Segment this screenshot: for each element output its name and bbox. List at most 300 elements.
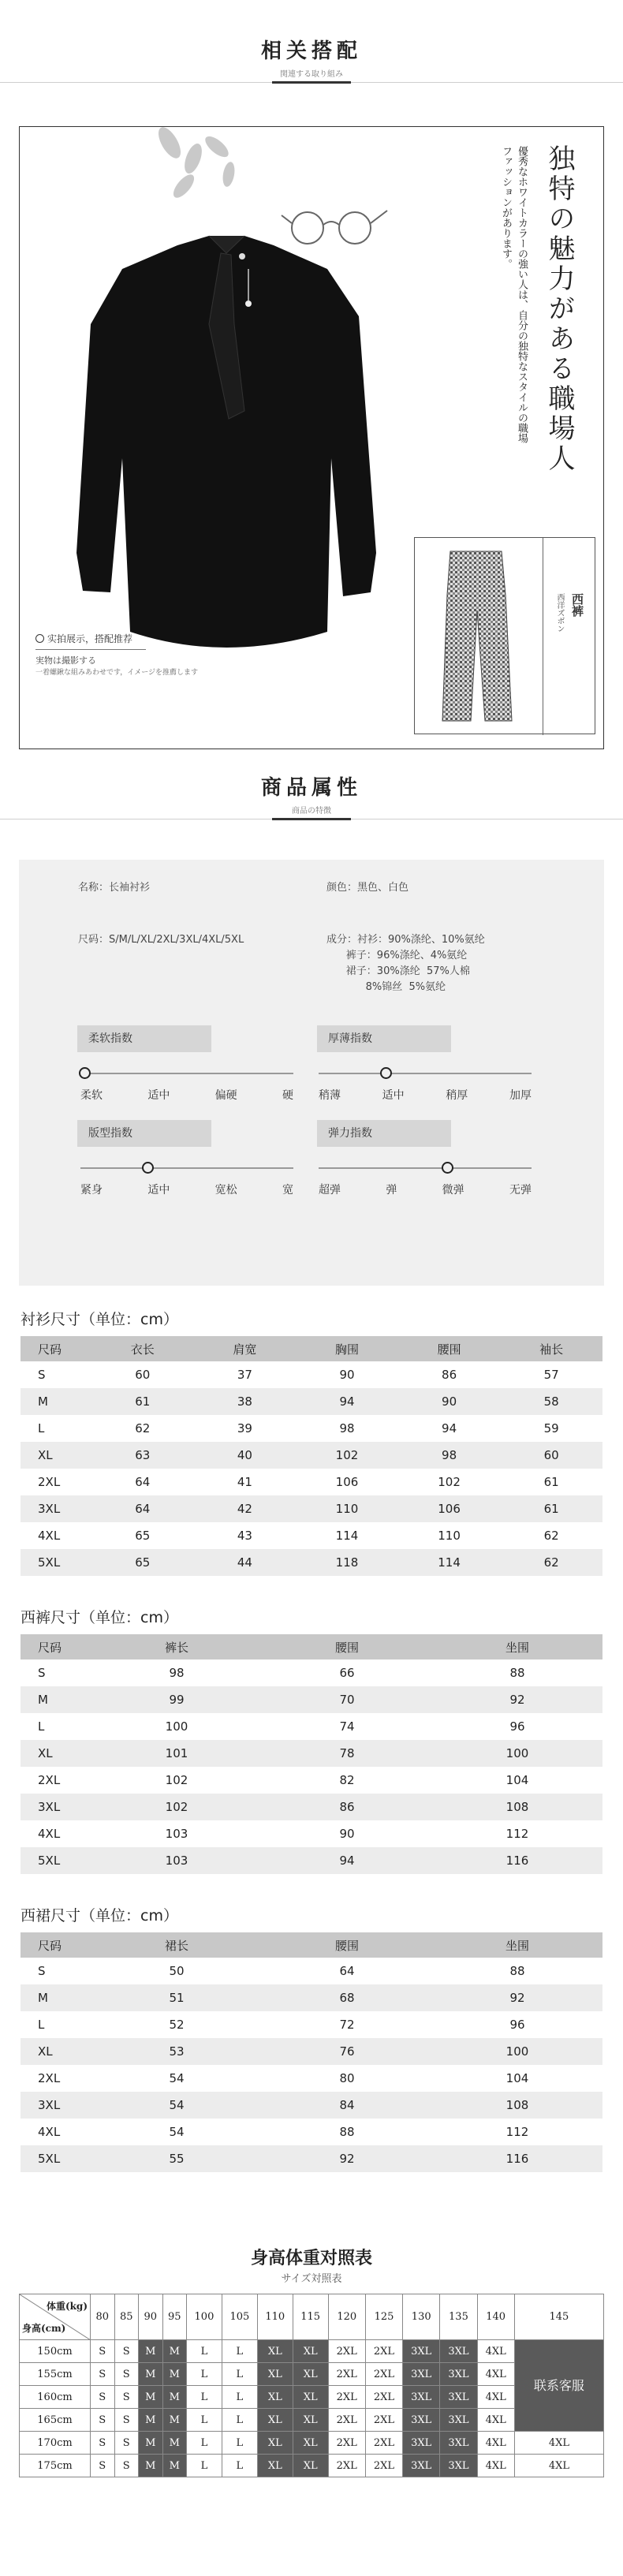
attr-size: 尺码：S/M/L/XL/2XL/3XL/4XL/5XL (78, 934, 244, 946)
height-weight-table (19, 2294, 604, 2477)
size-cell: M (162, 2409, 187, 2432)
size-cell: L (187, 2340, 222, 2363)
table-cell: 62 (500, 1549, 602, 1576)
height-axis-label: 身高(cm) (22, 2323, 66, 2334)
size-cell: 3XL (440, 2409, 477, 2432)
size-cell: 3XL (440, 2455, 477, 2477)
table-row (21, 1847, 602, 1874)
size-cell: M (139, 2432, 163, 2455)
table-cell: 62 (543, 1529, 559, 1543)
table-cell: 74 (339, 1719, 355, 1734)
size-cell: 2XL (365, 2340, 402, 2363)
size-cell: 3XL (403, 2409, 440, 2432)
attr-color: 颜色：黑色、白色 (326, 882, 409, 894)
pants-size-table (21, 1634, 602, 1874)
table-cell: 39 (237, 1421, 252, 1435)
table-cell: XL (21, 2038, 91, 2065)
weight-header-cell: 125 (365, 2294, 402, 2340)
table-cell: 98 (339, 1421, 355, 1435)
table-cell: 54 (91, 2092, 262, 2119)
black-blouse-image (59, 222, 382, 663)
height-cell: 160cm (20, 2386, 91, 2409)
table-row (21, 2065, 602, 2092)
hw-header-row (20, 2294, 604, 2340)
table-cell: 92 (432, 1984, 602, 2011)
table-cell: 76 (262, 2038, 432, 2065)
column-header: 衣长 (91, 1336, 194, 1361)
table-cell: 62 (135, 1421, 151, 1435)
size-cell: XL (257, 2363, 293, 2386)
size-cell: L (222, 2455, 257, 2477)
weight-header-cell: 115 (293, 2294, 328, 2340)
table-cell: 102 (438, 1475, 461, 1489)
height-cell: 150cm (20, 2340, 91, 2363)
size-cell: L (222, 2363, 257, 2386)
size-cell: XL (293, 2409, 328, 2432)
table-cell: 55 (91, 2145, 262, 2172)
table-cell: 64 (91, 1495, 194, 1522)
table-cell: 63 (91, 1442, 194, 1469)
table-cell: 5XL (21, 1847, 91, 1874)
table-cell: 44 (194, 1549, 297, 1576)
table-cell: L (38, 1421, 45, 1435)
hw-row (20, 2432, 604, 2455)
height-cell: 170cm (20, 2432, 91, 2455)
weight-header-cell: 120 (328, 2294, 365, 2340)
table-row (21, 1740, 602, 1767)
size-cell: S (91, 2409, 115, 2432)
table-cell: 103 (91, 1847, 262, 1874)
size-cell: 2XL (328, 2455, 365, 2477)
plaid-pants-image (427, 547, 521, 725)
table-row (21, 1522, 602, 1549)
table-cell: 80 (339, 2071, 355, 2085)
pants-label: 西裤 (570, 593, 584, 617)
table-cell: 38 (194, 1388, 297, 1415)
table-cell: 64 (135, 1475, 151, 1489)
table-cell: 98 (169, 1666, 185, 1680)
size-cell: 2XL (328, 2432, 365, 2455)
table-cell: 108 (432, 2092, 602, 2119)
table-cell: 90 (339, 1368, 355, 1382)
table-cell: 43 (237, 1529, 252, 1543)
column-header: 尺码 (21, 1932, 91, 1958)
shirt-table-title: 衬衫尺寸（单位：cm） (21, 1311, 178, 1328)
table-cell: 5XL (21, 2145, 91, 2172)
table-cell: 112 (505, 1827, 529, 1841)
weight-header-cell: 105 (222, 2294, 257, 2340)
pants-table-title: 西裤尺寸（单位：cm） (21, 1609, 178, 1626)
column-header: 尺码 (21, 1634, 91, 1659)
size-cell: XL (257, 2432, 293, 2455)
size-cell: 2XL (328, 2340, 365, 2363)
size-cell: 2XL (365, 2386, 402, 2409)
size-cell: S (91, 2363, 115, 2386)
table-row (21, 1659, 602, 1686)
table-cell: 40 (194, 1442, 297, 1469)
table-cell: 104 (505, 1773, 529, 1787)
plant-decoration (138, 127, 256, 214)
size-cell: XL (293, 2340, 328, 2363)
weight-header-cell: 140 (477, 2294, 514, 2340)
size-cell: M (139, 2386, 163, 2409)
hw-chart-subtitle: サイズ対照表 (281, 2273, 342, 2285)
shirt-size-table (21, 1336, 602, 1576)
table-cell: 2XL (38, 2071, 61, 2085)
size-cell: L (222, 2340, 257, 2363)
size-cell: M (162, 2455, 187, 2477)
table-cell: 90 (398, 1388, 501, 1415)
table-cell: 82 (339, 1773, 355, 1787)
table-cell: 96 (509, 2018, 525, 2032)
weight-header-cell: 95 (162, 2294, 187, 2340)
column-header: 裙长 (91, 1932, 262, 1958)
table-row (21, 2038, 602, 2065)
table-cell: 54 (169, 2071, 185, 2085)
table-cell: 52 (169, 2018, 185, 2032)
size-cell: 3XL (403, 2363, 440, 2386)
size-cell: XL (257, 2386, 293, 2409)
attributes-subtitle: 商品の特徴 (292, 807, 331, 816)
table-cell: S (38, 1368, 46, 1382)
index-elasticity-label: 弹力指数 (317, 1120, 451, 1147)
table-cell: 72 (339, 2018, 355, 2032)
table-cell: 51 (91, 1984, 262, 2011)
table-cell: 59 (543, 1421, 559, 1435)
table-cell: 106 (335, 1475, 359, 1489)
table-cell: 3XL (21, 2092, 91, 2119)
height-cell: 155cm (20, 2363, 91, 2386)
table-cell: 65 (91, 1549, 194, 1576)
size-cell: S (91, 2340, 115, 2363)
size-cell: M (162, 2386, 187, 2409)
table-row (21, 1794, 602, 1820)
size-cell: 4XL (477, 2432, 514, 2455)
table-cell: 3XL (21, 1794, 91, 1820)
table-cell: 98 (398, 1442, 501, 1469)
table-row (21, 1686, 602, 1713)
table-cell: 57 (543, 1368, 559, 1382)
size-cell: 4XL (477, 2340, 514, 2363)
size-cell: L (222, 2409, 257, 2432)
attributes-title: 商品属性 (260, 776, 362, 800)
weight-header-cell: 110 (257, 2294, 293, 2340)
pants-sublabel: 西洋ズボン (555, 593, 564, 633)
size-cell: XL (293, 2432, 328, 2455)
hw-chart-title: 身高体重对照表 (250, 2248, 372, 2268)
size-cell: S (114, 2455, 139, 2477)
attr-name: 名称：长袖衬衫 (78, 882, 151, 894)
table-cell: 100 (432, 1740, 602, 1767)
table-cell: 84 (262, 2092, 432, 2119)
size-cell: L (187, 2432, 222, 2455)
column-header: 腰围 (262, 1634, 432, 1659)
circle-bullet-icon (35, 634, 44, 643)
table-cell: 54 (169, 2125, 185, 2139)
table-cell: 4XL (38, 1827, 61, 1841)
size-cell: S (91, 2432, 115, 2455)
column-header: 裤长 (91, 1634, 262, 1659)
match-section-header (0, 35, 623, 79)
table-cell: 108 (432, 1794, 602, 1820)
size-cell: 3XL (440, 2340, 477, 2363)
table-cell: 104 (505, 2071, 529, 2085)
size-cell: XL (293, 2363, 328, 2386)
height-cell: 165cm (20, 2409, 91, 2432)
table-row (21, 1442, 602, 1469)
table-cell: 2XL (38, 1475, 61, 1489)
table-cell: 58 (500, 1388, 602, 1415)
size-cell: S (91, 2386, 115, 2409)
table-cell: 4XL (38, 2125, 61, 2139)
table-cell: 86 (442, 1368, 457, 1382)
attr-composition: 成分：衬衫：90%涤纶、10%氨纶 裤子：96%涤纶、4%氨纶 裙子：30%涤纶 57%人棉 8%锦丝 5%氨纶 (326, 934, 485, 993)
table-cell: XL (21, 1740, 91, 1767)
table-cell: 92 (432, 1686, 602, 1713)
size-cell: L (187, 2363, 222, 2386)
table-cell: M (21, 1686, 91, 1713)
match-subtitle: 関連する取り組み (280, 70, 343, 79)
vertical-headline: 独特の魅力がある職場人 (543, 144, 575, 474)
table-cell: 68 (262, 1984, 432, 2011)
size-cell: 4XL (477, 2455, 514, 2477)
column-header: 袖长 (500, 1336, 602, 1361)
vertical-description: 優秀なホワイトカラーの強い人は、自分の独特なスタイルの職場ファッションがあります。 (500, 146, 528, 443)
column-header: 尺码 (21, 1336, 91, 1361)
table-cell: 114 (335, 1529, 359, 1543)
size-cell: L (222, 2432, 257, 2455)
size-cell: S (114, 2386, 139, 2409)
caption-line2: 実物は撮影する (35, 655, 96, 666)
pants-recommendation[interactable] (414, 537, 595, 734)
table-cell: 118 (296, 1549, 398, 1576)
caption-line3: 一着螺鍬な組みあわせです，イメージを推薦します (35, 669, 199, 677)
size-cell: 4XL (514, 2455, 603, 2477)
table-cell: S (38, 1666, 46, 1680)
table-cell: 106 (398, 1495, 501, 1522)
size-cell: 2XL (328, 2409, 365, 2432)
hw-corner-cell (20, 2294, 91, 2340)
column-header: 坐围 (432, 1634, 602, 1659)
table-row (21, 1469, 602, 1495)
table-cell: 61 (543, 1475, 559, 1489)
size-cell: M (139, 2340, 163, 2363)
table-cell: 37 (237, 1368, 252, 1382)
size-cell: 4XL (477, 2363, 514, 2386)
column-header: 肩宽 (194, 1336, 297, 1361)
table-row (21, 1767, 602, 1794)
scale-knob (142, 1162, 154, 1174)
size-cell: M (139, 2409, 163, 2432)
table-cell: 86 (262, 1794, 432, 1820)
scale-knob (79, 1067, 91, 1079)
size-cell: 3XL (403, 2386, 440, 2409)
table-cell: 50 (169, 1964, 185, 1978)
weight-header-cell: 135 (440, 2294, 477, 2340)
size-cell: 3XL (440, 2386, 477, 2409)
size-cell: S (91, 2455, 115, 2477)
table-cell: S (38, 1964, 46, 1978)
photo-caption (35, 632, 198, 677)
weight-header-cell: 100 (187, 2294, 222, 2340)
table-row (21, 1549, 602, 1576)
size-cell: 3XL (403, 2432, 440, 2455)
weight-header-cell: 130 (403, 2294, 440, 2340)
size-cell: XL (257, 2409, 293, 2432)
size-cell: 2XL (365, 2455, 402, 2477)
table-row (21, 1361, 602, 1388)
table-cell: 114 (398, 1549, 501, 1576)
table-cell: 4XL (38, 1529, 61, 1543)
size-cell: S (114, 2432, 139, 2455)
table-cell: 61 (91, 1388, 194, 1415)
table-cell: 100 (432, 2038, 602, 2065)
weight-header-cell: 90 (139, 2294, 163, 2340)
size-cell: L (187, 2455, 222, 2477)
size-cell: XL (293, 2455, 328, 2477)
table-cell: 90 (339, 1827, 355, 1841)
table-cell: 101 (91, 1740, 262, 1767)
table-cell: 53 (91, 2038, 262, 2065)
table-cell: 102 (91, 1794, 262, 1820)
size-cell: 2XL (328, 2363, 365, 2386)
table-cell: 65 (135, 1529, 151, 1543)
table-cell: 94 (442, 1421, 457, 1435)
size-cell: 2XL (328, 2386, 365, 2409)
table-cell: 2XL (38, 1773, 61, 1787)
column-header: 腰围 (262, 1932, 432, 1958)
index-thickness-label: 厚薄指数 (317, 1025, 451, 1052)
attributes-section-header (0, 771, 623, 816)
table-row (21, 2011, 602, 2038)
table-cell: L (38, 1719, 45, 1734)
title-divider (0, 82, 623, 83)
attributes-panel: 名称：长袖衬衫 颜色：黑色、白色 尺码：S/M/L/XL/2XL/3XL/4XL/5XL 成分：衬衫：90%涤纶、10%氨纶 裤子：96%涤纶、4%氨纶 裙子：30%涤纶 57%人棉 8%锦丝 5%氨纶 柔软指数 柔软 适中 偏硬 硬 厚薄指数 稍薄 适中 稍厚 加厚 版型指数 紧身 适中 宽松 宽 弹力指数 超弹 弹 微弹 无弹 (19, 860, 604, 1286)
table-cell: 61 (500, 1495, 602, 1522)
size-cell: 3XL (440, 2432, 477, 2455)
size-cell: M (139, 2455, 163, 2477)
table-cell: 78 (262, 1740, 432, 1767)
table-cell: 88 (509, 1964, 525, 1978)
index-fit-label: 版型指数 (77, 1120, 211, 1147)
scale-knob (442, 1162, 453, 1174)
size-cell: XL (293, 2386, 328, 2409)
skirt-size-table (21, 1932, 602, 2172)
table-cell: 94 (296, 1388, 398, 1415)
contact-service-cell[interactable]: 联系客服 (514, 2340, 603, 2432)
size-cell: S (114, 2340, 139, 2363)
size-cell: 3XL (403, 2455, 440, 2477)
table-cell: 112 (505, 2125, 529, 2139)
match-showcase (19, 126, 604, 749)
weight-header-cell: 145 (514, 2294, 603, 2340)
table-cell: XL (21, 1442, 91, 1469)
table-row (21, 2119, 602, 2145)
size-cell: L (187, 2386, 222, 2409)
size-cell: 3XL (403, 2340, 440, 2363)
table-cell: 94 (262, 1847, 432, 1874)
column-header: 坐围 (432, 1932, 602, 1958)
hw-row (20, 2340, 604, 2363)
match-title: 相关搭配 (260, 39, 362, 63)
skirt-table-title: 西裙尺寸（单位：cm） (21, 1907, 178, 1925)
size-cell: 2XL (365, 2363, 402, 2386)
weight-axis-label: 体重(kg) (46, 2301, 88, 2312)
size-cell: M (162, 2340, 187, 2363)
table-row (21, 1415, 602, 1442)
size-cell: 2XL (365, 2432, 402, 2455)
column-header: 胸围 (296, 1336, 398, 1361)
table-cell: 60 (135, 1368, 151, 1382)
table-row (21, 1495, 602, 1522)
size-cell: 3XL (440, 2363, 477, 2386)
table-cell: 96 (509, 1719, 525, 1734)
table-cell: 70 (262, 1686, 432, 1713)
size-cell: L (187, 2409, 222, 2432)
table-cell: M (21, 1388, 91, 1415)
table-cell: 92 (262, 2145, 432, 2172)
table-cell: 99 (91, 1686, 262, 1713)
table-row (21, 1713, 602, 1740)
table-cell: 102 (296, 1442, 398, 1469)
scale-knob (380, 1067, 392, 1079)
size-cell: S (114, 2409, 139, 2432)
table-row (21, 1984, 602, 2011)
table-cell: 110 (296, 1495, 398, 1522)
table-cell: 102 (165, 1773, 188, 1787)
table-row (21, 1820, 602, 1847)
hw-row (20, 2455, 604, 2477)
table-cell: 100 (165, 1719, 188, 1734)
table-cell: 41 (237, 1475, 252, 1489)
size-cell: M (162, 2432, 187, 2455)
size-cell: S (114, 2363, 139, 2386)
size-cell: 4XL (477, 2409, 514, 2432)
table-cell: 116 (432, 1847, 602, 1874)
size-cell: 4XL (477, 2386, 514, 2409)
table-cell: 88 (339, 2125, 355, 2139)
weight-header-cell: 80 (91, 2294, 115, 2340)
table-cell: 66 (339, 1666, 355, 1680)
table-row (21, 1388, 602, 1415)
table-row (21, 1958, 602, 1984)
size-cell: M (162, 2363, 187, 2386)
size-cell: M (139, 2363, 163, 2386)
table-cell: 64 (339, 1964, 355, 1978)
table-cell: 5XL (21, 1549, 91, 1576)
table-cell: 103 (165, 1827, 188, 1841)
table-cell: 116 (432, 2145, 602, 2172)
size-cell: 2XL (365, 2409, 402, 2432)
size-cell: XL (257, 2340, 293, 2363)
table-cell: 42 (194, 1495, 297, 1522)
table-row (21, 2092, 602, 2119)
height-cell: 175cm (20, 2455, 91, 2477)
size-cell: L (222, 2386, 257, 2409)
table-cell: 60 (500, 1442, 602, 1469)
weight-header-cell: 85 (114, 2294, 139, 2340)
table-cell: 110 (438, 1529, 461, 1543)
table-row (21, 2145, 602, 2172)
index-softness-label: 柔软指数 (77, 1025, 211, 1052)
column-header: 腰围 (398, 1336, 501, 1361)
caption-main: 实拍展示，搭配推荐 (47, 633, 133, 644)
table-cell: 88 (509, 1666, 525, 1680)
size-cell: 4XL (514, 2432, 603, 2455)
size-cell: XL (257, 2455, 293, 2477)
table-cell: M (21, 1984, 91, 2011)
table-cell: L (38, 2018, 45, 2032)
